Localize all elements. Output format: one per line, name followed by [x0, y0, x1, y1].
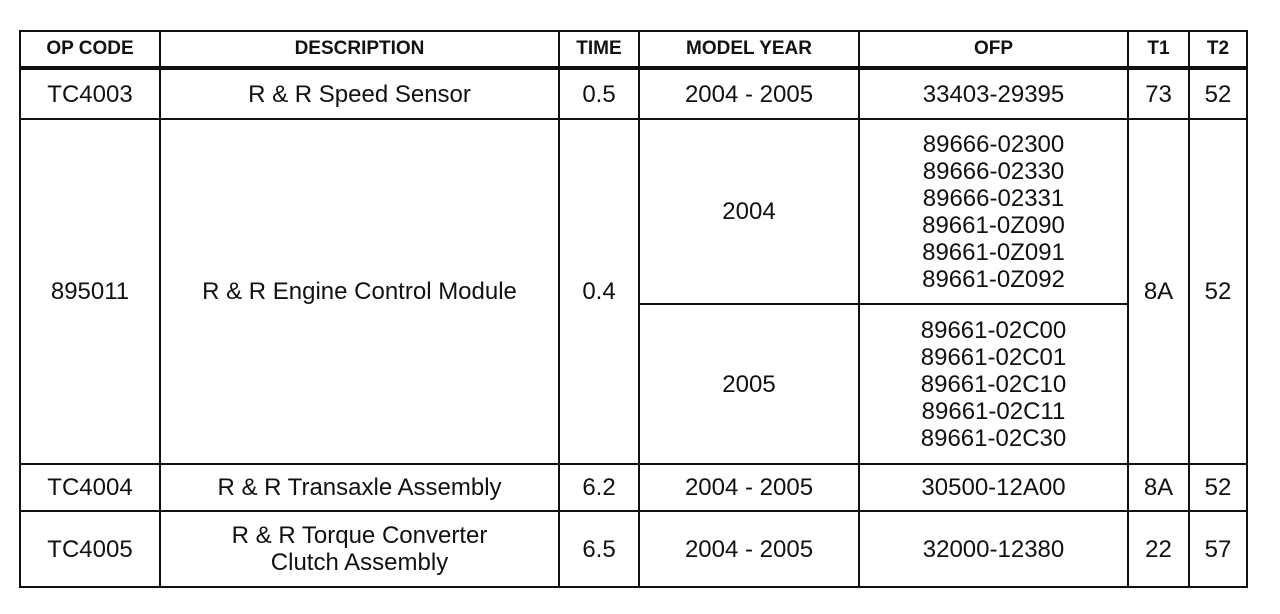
time-cell: 6.2: [559, 464, 639, 511]
t2-cell: 57: [1189, 511, 1247, 587]
op-code-cell: TC4005: [20, 511, 160, 587]
ofp-cell: [859, 464, 1128, 511]
t2-cell: 52: [1189, 464, 1247, 511]
t1-cell: 22: [1128, 511, 1189, 587]
header-model-year: MODEL YEAR: [639, 31, 859, 68]
ofp-number: 89666-02331: [922, 184, 1065, 212]
description-line: Clutch Assembly: [270, 549, 449, 576]
table-row: [20, 464, 1247, 511]
time-cell: 6.5: [559, 511, 639, 587]
table-row: [20, 119, 1247, 304]
ofp-cell: [859, 68, 1128, 119]
ofp-number: 89661-0Z091: [922, 238, 1065, 266]
header-description: DESCRIPTION: [160, 31, 559, 68]
ofp-cell: [859, 119, 1128, 304]
op-code-cell: TC4004: [20, 464, 160, 511]
header-t1: T1: [1128, 31, 1189, 68]
time-cell: 0.5: [559, 68, 639, 119]
ofp-number: 89661-02C10: [920, 370, 1067, 398]
header-ofp: OFP: [859, 31, 1128, 68]
ofp-number: 89661-02C30: [920, 424, 1067, 452]
header-t2: T2: [1189, 31, 1247, 68]
ofp-number: 89666-02300: [922, 130, 1065, 158]
ofp-number: 89661-0Z092: [922, 265, 1065, 293]
header-op-code: OP CODE: [20, 31, 160, 68]
t1-cell: 8A: [1128, 464, 1189, 511]
time-cell: 0.4: [559, 119, 639, 464]
t2-cell: 52: [1189, 119, 1247, 464]
model-year-cell: 2004 - 2005: [639, 68, 859, 119]
description-cell: [160, 511, 559, 587]
ofp-number: 32000-12380: [922, 535, 1065, 563]
description-cell: [160, 119, 559, 464]
ofp-cell: [859, 511, 1128, 587]
model-year-cell: 2004: [639, 119, 859, 304]
op-code-table: [19, 30, 1248, 588]
op-code-cell: TC4003: [20, 68, 160, 119]
model-year-cell: 2005: [639, 304, 859, 464]
ofp-cell: [859, 304, 1128, 464]
ofp-number: 33403-29395: [922, 80, 1065, 108]
t1-cell: 8A: [1128, 119, 1189, 464]
header-row: [20, 31, 1247, 68]
t1-cell: 73: [1128, 68, 1189, 119]
ofp-number: 89661-02C01: [920, 343, 1067, 371]
op-code-cell: 895011: [20, 119, 160, 464]
model-year-cell: 2004 - 2005: [639, 511, 859, 587]
description-line: R & R Transaxle Assembly: [217, 474, 502, 501]
description-line: R & R Speed Sensor: [248, 80, 471, 108]
ofp-number: 30500-12A00: [921, 474, 1066, 501]
table-row: [20, 68, 1247, 119]
header-time: TIME: [559, 31, 639, 68]
ofp-number: 89661-02C11: [921, 397, 1066, 425]
description-cell: [160, 68, 559, 119]
description-line: R & R Engine Control Module: [202, 278, 517, 305]
table-row: [20, 511, 1247, 587]
description-line: R & R Torque Converter: [231, 522, 488, 549]
description-cell: [160, 464, 559, 511]
model-year-cell: 2004 - 2005: [639, 464, 859, 511]
t2-cell: 52: [1189, 68, 1247, 119]
ofp-number: 89661-02C00: [920, 316, 1067, 344]
ofp-number: 89666-02330: [922, 157, 1065, 185]
ofp-number: 89661-0Z090: [922, 211, 1065, 239]
